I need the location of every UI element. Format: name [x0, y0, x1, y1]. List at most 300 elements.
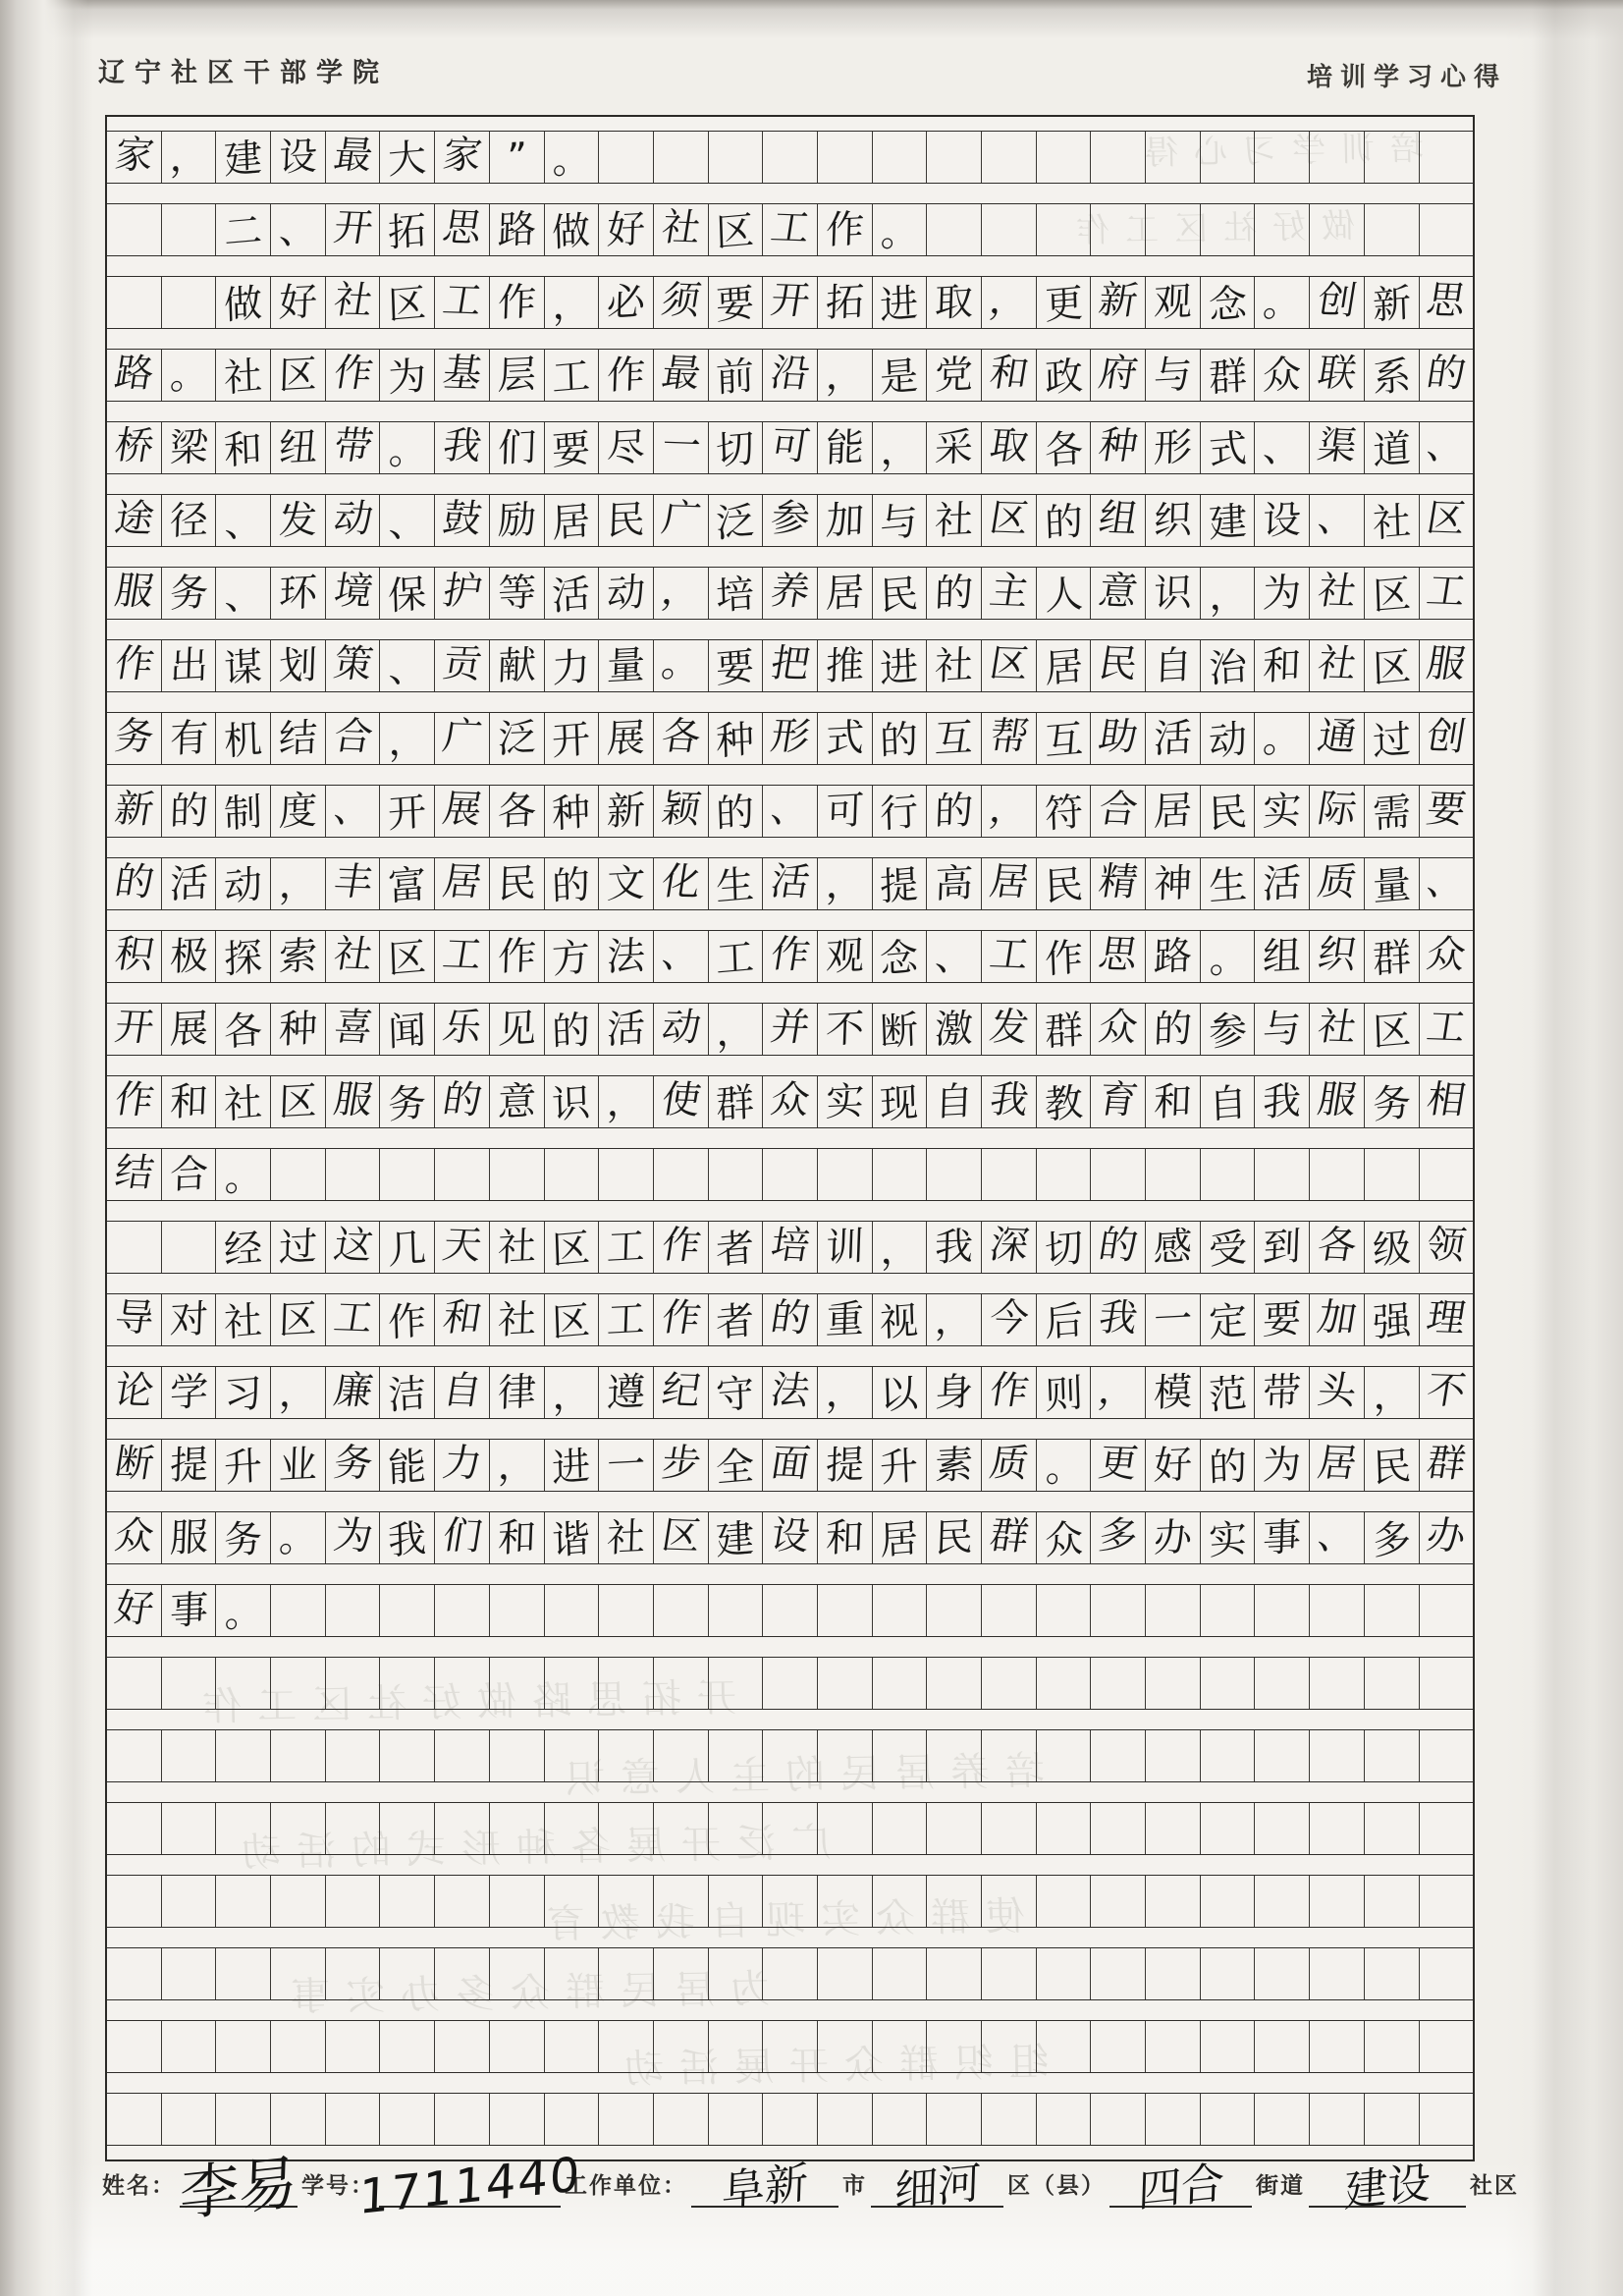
grid-cell: [162, 132, 217, 183]
grid-cell: [1310, 132, 1365, 183]
row-gap: [107, 1637, 1473, 1657]
handwritten-character: 多: [1095, 1512, 1142, 1559]
grid-cell: [709, 568, 764, 619]
handwritten-character: 制: [223, 789, 264, 838]
grid-cell: [435, 132, 490, 183]
handwritten-character: 作: [658, 1222, 704, 1269]
grid-cell: [1365, 277, 1420, 328]
grid-cell: [216, 1076, 271, 1127]
grid-cell: [271, 786, 326, 837]
grid-cell: [490, 1004, 545, 1055]
handwritten-character: 必: [606, 279, 646, 326]
grid-cell: [1091, 568, 1146, 619]
grid-cell: [1091, 1440, 1146, 1491]
grid-cell: [873, 204, 928, 255]
grid-cell: [873, 1367, 928, 1418]
grid-cell: [709, 713, 764, 764]
grid-cell: [763, 277, 818, 328]
handwritten-character: 我: [439, 422, 485, 469]
handwritten-character: 学: [168, 1369, 209, 1416]
grid-cell: [435, 1149, 490, 1200]
grid-cell: [435, 1294, 490, 1345]
handwritten-character: 互: [1043, 716, 1084, 765]
grid-row: [107, 1221, 1473, 1274]
handwritten-character: 。: [1043, 1443, 1084, 1492]
grid-cell: [216, 1367, 271, 1418]
handwritten-character: 生: [715, 861, 756, 910]
handwritten-character: 的: [1095, 1222, 1142, 1269]
grid-cell: [654, 277, 709, 328]
grid-row: [107, 1729, 1473, 1782]
grid-cell: [1091, 132, 1146, 183]
grid-cell: [599, 422, 654, 473]
handwritten-character: 社: [330, 931, 376, 978]
handwritten-character: 遵: [606, 1369, 646, 1416]
grid-cell: [1091, 1076, 1146, 1127]
handwritten-character: 家: [111, 132, 157, 179]
handwritten-character: 帮: [986, 713, 1032, 760]
grid-cell: [1420, 1149, 1474, 1200]
handwritten-character: ，: [551, 1370, 592, 1419]
handwritten-character: 把: [767, 640, 813, 687]
handwritten-character: 通: [1314, 713, 1360, 760]
handwritten-character: 作: [330, 350, 376, 397]
row-gap: [107, 620, 1473, 639]
grid-cell: [1146, 1294, 1201, 1345]
grid-cell: [873, 931, 928, 982]
row-gap: [107, 1782, 1473, 1802]
grid-cell: [1310, 858, 1365, 909]
grid-cell: [326, 277, 381, 328]
handwritten-character: 升: [879, 1443, 920, 1492]
grid-cell: [271, 1294, 326, 1345]
handwritten-character: 社: [223, 1079, 264, 1128]
grid-cell: [162, 713, 217, 764]
handwritten-character: 社: [223, 353, 264, 402]
row-gap: [107, 1855, 1473, 1875]
grid-cell: [380, 786, 435, 837]
handwritten-character: 的: [551, 861, 592, 910]
handwritten-character: 形: [767, 713, 813, 760]
handwritten-character: 提: [825, 1442, 865, 1489]
grid-cell: [709, 1004, 764, 1055]
grid-cell: [1146, 132, 1201, 183]
handwritten-character: 结: [111, 1149, 157, 1196]
grid-cell: [435, 713, 490, 764]
handwritten-character: 感: [1153, 1224, 1193, 1271]
grid-cell: [1037, 1948, 1092, 1999]
grid-cell: [1201, 786, 1256, 837]
grid-cell: [162, 204, 217, 255]
handwritten-character: ，: [658, 568, 704, 615]
handwritten-character: 和: [496, 1514, 537, 1561]
grid-cell: [216, 1948, 271, 1999]
handwritten-character: 业: [278, 1442, 318, 1489]
grid-cell: [654, 931, 709, 982]
handwritten-character: 过: [1371, 716, 1412, 765]
grid-cell: [271, 1876, 326, 1927]
handwritten-character: 能: [825, 424, 865, 471]
handwritten-character: 提: [879, 861, 920, 910]
handwritten-character: ，: [606, 1078, 646, 1125]
grid-cell: [654, 1876, 709, 1927]
grid-cell: [545, 1294, 600, 1345]
handwritten-character: 素: [934, 1442, 974, 1489]
grid-cell: [818, 2021, 873, 2072]
grid-cell: [1037, 1149, 1092, 1200]
grid-cell: [435, 2021, 490, 2072]
grid-cell: [1037, 1803, 1092, 1854]
grid-cell: [982, 1948, 1037, 1999]
handwritten-character: 组: [1262, 933, 1303, 980]
handwritten-character: 工: [606, 1224, 646, 1271]
grid-cell: [162, 1658, 217, 1709]
handwritten-character: 化: [658, 858, 704, 905]
grid-cell: [1037, 713, 1092, 764]
grid-cell: [435, 1367, 490, 1418]
grid-cell: [1146, 422, 1201, 473]
grid-cell: [490, 2094, 545, 2145]
grid-cell: [1201, 1585, 1256, 1636]
grid-cell: [1420, 422, 1474, 473]
grid-cell: [982, 422, 1037, 473]
handwritten-character: 廉: [330, 1367, 376, 1414]
row-gap: [107, 1056, 1473, 1075]
row-gap: [107, 2000, 1473, 2020]
grid-cell: [271, 1730, 326, 1781]
grid-cell: [1037, 1730, 1092, 1781]
handwritten-character: 洁: [387, 1370, 428, 1419]
handwritten-character: 境: [330, 568, 376, 615]
handwritten-character: 创: [1424, 713, 1470, 760]
grid-cell: [1310, 1948, 1365, 1999]
handwritten-character: 合: [1095, 786, 1142, 833]
handwritten-character: 受: [1207, 1225, 1248, 1274]
grid-cell: [1420, 1512, 1474, 1563]
handwritten-character: 文: [606, 860, 646, 907]
grid-cell: [162, 1076, 217, 1127]
grid-cell: [982, 132, 1037, 183]
grid-cell: [1365, 858, 1420, 909]
grid-cell: [162, 640, 217, 691]
handwritten-character: 量: [606, 642, 646, 689]
grid-cell: [599, 132, 654, 183]
handwritten-character: 种: [715, 716, 756, 765]
grid-cell: [545, 1149, 600, 1200]
handwritten-character: 居: [439, 858, 485, 905]
handwritten-character: 模: [1153, 1369, 1193, 1416]
handwritten-character: 服: [168, 1514, 209, 1561]
handwritten-character: 一: [658, 422, 704, 469]
grid-cell: [380, 2094, 435, 2145]
grid-cell: [380, 204, 435, 255]
handwritten-character: 和: [1262, 642, 1303, 689]
grid-cell: [545, 1730, 600, 1781]
handwritten-character: 工: [1424, 568, 1470, 615]
handwritten-character: 养: [767, 568, 813, 615]
handwritten-character: ，: [1371, 1370, 1412, 1419]
grid-cell: [818, 786, 873, 837]
handwritten-character: 念: [879, 934, 920, 983]
grid-cell: [654, 1948, 709, 1999]
handwritten-character: 领: [1424, 1222, 1470, 1269]
grid-cell: [326, 1803, 381, 1854]
handwritten-character: 的: [551, 1007, 592, 1056]
grid-cell: [107, 1149, 162, 1200]
grid-row: [107, 276, 1473, 329]
handwritten-character: 区: [278, 352, 318, 399]
grid-cell: [545, 1658, 600, 1709]
handwritten-character: 取: [934, 279, 974, 326]
grid-cell: [1255, 2021, 1310, 2072]
handwritten-character: 务: [387, 1079, 428, 1128]
grid-cell: [380, 1367, 435, 1418]
grid-cell: [1310, 640, 1365, 691]
grid-cell: [216, 204, 271, 255]
grid-cell: [1255, 1730, 1310, 1781]
grid-cell: [380, 640, 435, 691]
handwritten-character: 创: [1314, 277, 1360, 324]
grid-cell: [326, 1222, 381, 1273]
grid-cell: [380, 858, 435, 909]
handwritten-character: 的: [934, 788, 974, 835]
handwritten-character: 带: [1262, 1369, 1303, 1416]
grid-cell: [927, 1730, 982, 1781]
handwritten-character: 索: [278, 933, 318, 980]
grid-cell: [490, 640, 545, 691]
grid-row: [107, 930, 1473, 983]
handwritten-character: 事: [168, 1587, 209, 1634]
grid-cell: [709, 1948, 764, 1999]
grid-cell: [927, 1367, 982, 1418]
grid-cell: [545, 422, 600, 473]
handwritten-character: 进: [879, 643, 920, 692]
grid-row: [107, 349, 1473, 402]
grid-cell: [982, 1658, 1037, 1709]
grid-cell: [1201, 1004, 1256, 1055]
grid-cell: [1146, 2021, 1201, 2072]
handwritten-character: 量: [1371, 861, 1412, 910]
handwritten-character: 要: [1424, 786, 1470, 833]
grid-cell: [873, 1076, 928, 1127]
grid-cell: [271, 1803, 326, 1854]
grid-cell: [545, 858, 600, 909]
handwritten-character: 加: [825, 497, 865, 544]
grid-cell: [1091, 1803, 1146, 1854]
grid-cell: [380, 495, 435, 546]
grid-cell: [1037, 1658, 1092, 1709]
grid-cell: [435, 204, 490, 255]
grid-row: [107, 567, 1473, 620]
grid-cell: [326, 495, 381, 546]
grid-cell: [326, 1367, 381, 1418]
grid-cell: [1365, 204, 1420, 255]
handwritten-character: 好: [1153, 1442, 1193, 1489]
handwritten-character: ，: [825, 860, 865, 907]
grid-cell: [873, 1512, 928, 1563]
grid-cell: [763, 1440, 818, 1491]
grid-cell: [107, 1948, 162, 1999]
grid-cell: [490, 713, 545, 764]
handwritten-character: 居: [551, 498, 592, 547]
handwritten-character: 途: [111, 495, 157, 542]
grid-cell: [818, 1658, 873, 1709]
handwritten-character: 与: [1262, 1006, 1303, 1053]
grid-cell: [380, 931, 435, 982]
handwritten-character: 、: [767, 786, 813, 833]
handwritten-character: 有: [168, 715, 209, 762]
grid-cell: [1255, 495, 1310, 546]
grid-cell: [599, 1803, 654, 1854]
grid-cell: [1201, 1440, 1256, 1491]
grid-cell: [1201, 1367, 1256, 1418]
footer-field-value: 四合: [1109, 2155, 1252, 2208]
grid-cell: [1255, 1803, 1310, 1854]
handwritten-character: 加: [1314, 1294, 1360, 1341]
grid-cell: [380, 1512, 435, 1563]
row-gap: [107, 1419, 1473, 1439]
handwritten-character: 切: [1043, 1225, 1084, 1274]
grid-cell: [1310, 1294, 1365, 1345]
handwritten-character: 作: [825, 206, 865, 253]
grid-cell: [818, 495, 873, 546]
grid-cell: [271, 1585, 326, 1636]
grid-cell: [1091, 495, 1146, 546]
grid-cell: [435, 786, 490, 837]
grid-cell: [763, 1367, 818, 1418]
handwritten-character: 和: [1153, 1078, 1193, 1125]
grid-cell: [654, 350, 709, 401]
grid-cell: [873, 1585, 928, 1636]
handwritten-character: 进: [551, 1443, 592, 1492]
handwritten-character: 好: [278, 279, 318, 326]
handwritten-character: 喜: [330, 1004, 376, 1051]
grid-cell: [763, 1948, 818, 1999]
grid-cell: [490, 1076, 545, 1127]
grid-cell: [927, 1222, 982, 1273]
grid-cell: [1365, 422, 1420, 473]
grid-cell: [107, 1585, 162, 1636]
handwritten-character: 识: [551, 1079, 592, 1128]
handwritten-character: 种: [278, 1006, 318, 1053]
grid-cell: [654, 1222, 709, 1273]
grid-cell: [326, 132, 381, 183]
grid-cell: [1255, 422, 1310, 473]
handwritten-character: 发: [278, 497, 318, 544]
grid-cell: [380, 1222, 435, 1273]
grid-cell: [1255, 713, 1310, 764]
grid-cell: [599, 1876, 654, 1927]
row-gap: [107, 765, 1473, 785]
row-gap: [107, 1928, 1473, 1947]
handwritten-character: 的: [1207, 1443, 1248, 1492]
grid-cell: [162, 1803, 217, 1854]
grid-cell: [545, 350, 600, 401]
grid-cell: [982, 1585, 1037, 1636]
grid-cell: [435, 640, 490, 691]
handwritten-character: 升: [223, 1443, 264, 1492]
grid-cell: [490, 277, 545, 328]
handwritten-character: 作: [606, 352, 646, 399]
grid-cell: [1201, 422, 1256, 473]
grid-cell: [1091, 1294, 1146, 1345]
handwritten-character: ，: [168, 134, 209, 181]
grid-cell: [709, 1294, 764, 1345]
handwritten-character: ，: [825, 352, 865, 399]
grid-cell: [1255, 568, 1310, 619]
grid-cell: [1420, 1367, 1474, 1418]
grid-cell: [818, 422, 873, 473]
grid-cell: [1310, 1222, 1365, 1273]
handwritten-character: 作: [767, 931, 813, 978]
grid-cell: [271, 1222, 326, 1273]
grid-cell: [326, 350, 381, 401]
grid-cell: [927, 1512, 982, 1563]
handwritten-character: 展: [606, 715, 646, 762]
handwritten-character: 动: [1207, 716, 1248, 765]
grid-cell: [927, 786, 982, 837]
grid-cell: [927, 568, 982, 619]
grid-cell: [162, 1222, 217, 1273]
handwritten-character: 自: [934, 1078, 974, 1125]
grid-cell: [709, 495, 764, 546]
handwritten-character: 论: [111, 1367, 157, 1414]
handwritten-character: 谋: [223, 643, 264, 692]
grid-cell: [1420, 568, 1474, 619]
handwritten-character: 定: [1207, 1297, 1248, 1346]
grid-row: [107, 2020, 1473, 2073]
handwritten-character: 身: [934, 1369, 974, 1416]
grid-cell: [763, 786, 818, 837]
grid-cell: [873, 858, 928, 909]
handwritten-character: 工: [767, 204, 813, 251]
grid-cell: [873, 713, 928, 764]
handwritten-character: 、: [278, 206, 318, 253]
handwritten-character: 颖: [658, 786, 704, 833]
handwritten-character: 路: [111, 350, 157, 397]
grid-cell: [216, 786, 271, 837]
grid-cell: [1146, 1222, 1201, 1273]
grid-cell: [1146, 1585, 1201, 1636]
handwritten-character: 和: [439, 1294, 485, 1341]
handwritten-character: 众: [1095, 1004, 1142, 1051]
bleedthrough-text: 组织群众开展活动: [608, 2040, 1050, 2093]
handwritten-character: 度: [278, 788, 318, 835]
grid-cell: [873, 350, 928, 401]
handwritten-character: 活: [767, 858, 813, 905]
handwritten-character: 和: [986, 350, 1032, 397]
handwritten-character: 区: [387, 280, 428, 329]
handwritten-character: 众: [1043, 1515, 1084, 1564]
handwritten-character: 以: [879, 1370, 920, 1419]
handwritten-character: 展: [439, 786, 485, 833]
grid-cell: [1146, 786, 1201, 837]
handwritten-character: 我: [387, 1515, 428, 1564]
grid-cell: [1310, 1076, 1365, 1127]
grid-cell: [982, 1222, 1037, 1273]
handwritten-character: 渠: [1314, 422, 1360, 469]
handwritten-character: 等: [496, 570, 537, 617]
grid-cell: [1037, 1294, 1092, 1345]
grid-cell: [271, 1440, 326, 1491]
grid-cell: [763, 1730, 818, 1781]
grid-cell: [763, 931, 818, 982]
handwritten-character: 区: [278, 1296, 318, 1343]
grid-cell: [1146, 350, 1201, 401]
grid-cell: [216, 1004, 271, 1055]
handwritten-character: 要: [715, 643, 756, 692]
handwritten-character: 符: [1043, 789, 1084, 838]
